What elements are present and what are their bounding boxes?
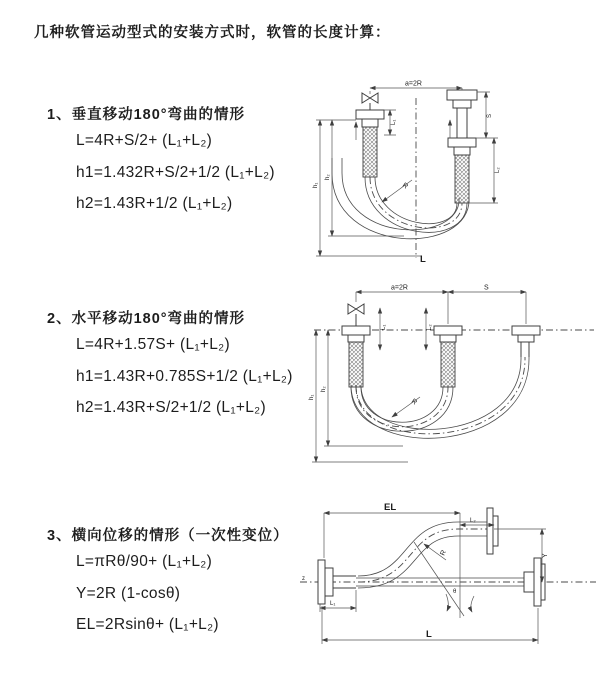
- hose-u-position-2: [351, 357, 529, 438]
- right-pipe-assembly: [512, 326, 540, 357]
- top-flange-hub: [493, 516, 498, 546]
- dim-label-l: L: [426, 629, 432, 640]
- dim-label-l2: L₂: [427, 324, 433, 330]
- section-2-formula-L: L=4R+1.57S+ (L₁+L₂): [76, 336, 230, 353]
- centerline-mark: z: [302, 576, 305, 582]
- hose-u-position-1: [351, 387, 453, 431]
- valve-icon: [362, 93, 378, 110]
- dim-label-l1: L₁: [381, 324, 387, 330]
- middle-pipe-assembly: [434, 326, 462, 387]
- dim-label-h1: h₁: [309, 394, 315, 400]
- section-1-formula-L: L=4R+S/2+ (L₁+L₂): [76, 132, 213, 149]
- radius-callout: [382, 180, 412, 202]
- right-pipe-assembly: [447, 90, 477, 203]
- dim-label-h2: h₂: [321, 386, 327, 392]
- dim-label-a2r: a=2R: [391, 284, 408, 292]
- radius-callout: [424, 544, 448, 560]
- braided-hose-section: [363, 127, 377, 177]
- section-3-heading: 3、横向位移的情形（一次性变位）: [47, 528, 289, 544]
- dim-label-l2: L₂: [470, 518, 476, 524]
- top-flange: [487, 508, 493, 554]
- dim-label-y: Y: [542, 553, 549, 558]
- dim-label-s: S: [487, 113, 493, 118]
- page-title: 几种软管运动型式的安装方式时，软管的长度计算：: [34, 25, 391, 41]
- section-2-heading: 2、水平移动180°弯曲的情形: [47, 311, 246, 327]
- left-pipe-assembly: [342, 326, 370, 387]
- dim-label-s: S: [484, 284, 489, 292]
- braided-hose-section: [349, 342, 363, 387]
- dim-label-r: R: [409, 397, 419, 407]
- dim-label-h2: h₂: [325, 174, 331, 180]
- braided-hose-section: [455, 155, 469, 203]
- dim-label-l2: L₂: [495, 167, 501, 173]
- dim-label-r: R: [400, 181, 410, 191]
- left-pipe-assembly: [356, 110, 384, 177]
- section-3-formula-Y: Y=2R (1-cosθ): [76, 585, 181, 602]
- dimension-l1: [384, 110, 397, 135]
- section-1-formula-h1: h1=1.432R+S/2+1/2 (L₁+L₂): [76, 164, 275, 181]
- dimension-l1: [380, 308, 387, 350]
- section-1-formula-h2: h2=1.43R+1/2 (L₁+L₂): [76, 195, 233, 212]
- dim-label-l1: L₁: [330, 601, 336, 607]
- radius-callout: [392, 397, 420, 417]
- dim-label-l-total: L: [420, 254, 426, 265]
- dimension-el: [324, 502, 460, 618]
- dim-label-theta: θ: [453, 589, 457, 595]
- diagram-horizontal-180-bend: [308, 282, 600, 472]
- dim-label-h1: h₁: [313, 182, 319, 188]
- section-1-heading: 1、垂直移动180°弯曲的情形: [47, 107, 246, 123]
- dimension-l2: [494, 138, 501, 203]
- section-3-formula-EL: EL=2Rsinθ+ (L₁+L₂): [76, 616, 219, 633]
- dimension-a2r: [356, 285, 526, 325]
- hose-s-curve: [358, 508, 498, 588]
- diagram-lateral-displacement: [298, 500, 600, 652]
- dimension-s: [448, 285, 526, 293]
- valve-icon: [348, 304, 364, 326]
- section-3-formula-L: L=πRθ/90+ (L₁+L₂): [76, 553, 213, 570]
- braided-hose-section: [441, 342, 455, 387]
- section-2-formula-h1: h1=1.43R+0.785S+1/2 (L₁+L₂): [76, 368, 293, 385]
- dim-label-a2r: a=2R: [405, 80, 422, 88]
- dim-label-l1: L₁: [391, 119, 397, 125]
- dim-label-el: EL: [384, 502, 397, 513]
- dimension-l: [322, 606, 538, 644]
- dimension-l2: [426, 308, 433, 350]
- dim-label-r: R: [439, 549, 448, 557]
- section-2-formula-h2: h2=1.43R+S/2+1/2 (L₁+L₂): [76, 399, 266, 416]
- diagram-vertical-180-bend: [312, 78, 595, 264]
